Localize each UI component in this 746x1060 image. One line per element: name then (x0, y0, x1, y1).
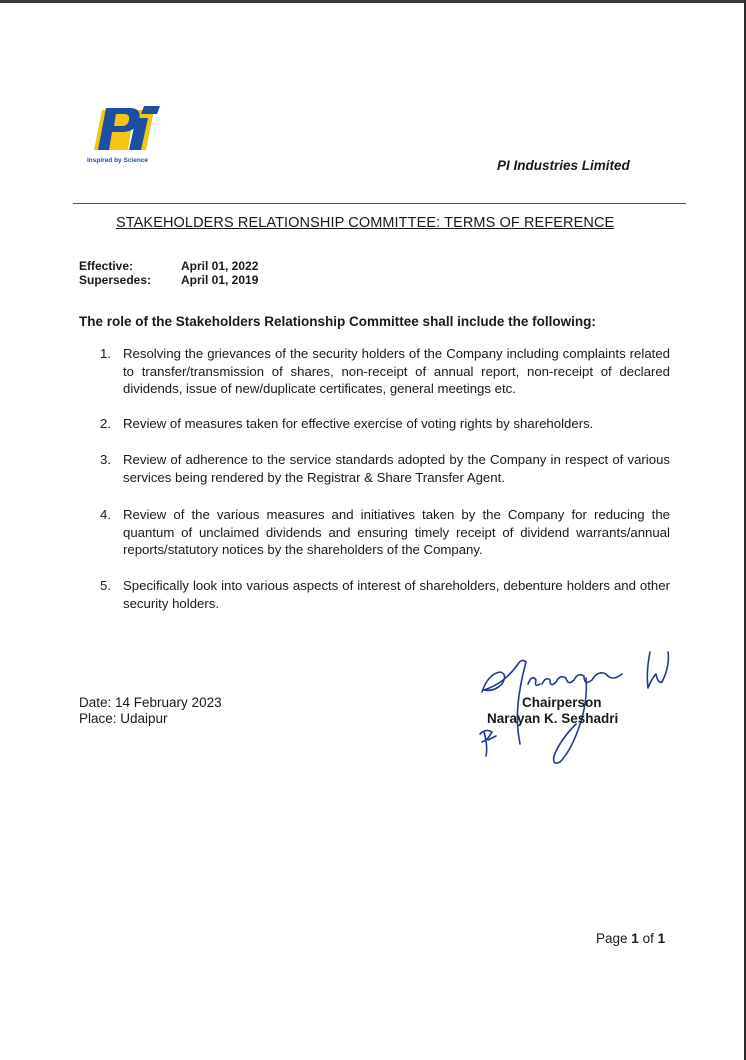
signatory-name: Narayan K. Seshadri (487, 711, 619, 726)
intro-heading: The role of the Stakeholders Relationship Committee shall include the following: (79, 314, 596, 329)
list-item (100, 506, 670, 559)
header-divider (73, 203, 686, 204)
date-line: Date: 14 February 2023 (79, 695, 222, 710)
list-item-text: Review of measures taken for effective exercise of voting rights by shareholders. (123, 416, 594, 431)
list-item-text: Review of the various measures and initiatives taken by the Company for reducing the quantum of unclaimed dividends and ensuring timely receipt of dividend warrants/annual reports/statutory notices by the shareholders of the Company. (123, 507, 670, 557)
list-item-text: Resolving the grievances of the security holders of the Company including complaints related to transfer/transmission of shares, non-receipt of annual report, non-receipt of declared dividends, issue of new/duplicate certificates, general meetings etc. (123, 346, 670, 396)
list-item-number: 1. (100, 346, 111, 361)
logo-tagline: Inspired by Science (87, 157, 149, 164)
page-title: STAKEHOLDERS RELATIONSHIP COMMITTEE: TERMS OF REFERENCE (116, 215, 615, 231)
signatory-designation: Chairperson (522, 695, 602, 710)
list-item-number: 3. (100, 452, 111, 467)
page-label: Page (596, 931, 628, 946)
supersedes-date: April 01, 2019 (181, 273, 259, 287)
list-item-number: 2. (100, 416, 111, 431)
company-name: PI Industries Limited (497, 158, 630, 173)
list-item (100, 451, 670, 486)
place-line: Place: Udaipur (79, 711, 168, 726)
page-of: of (642, 931, 654, 946)
top-edge (0, 0, 746, 3)
supersedes-label: Supersedes: (79, 273, 152, 287)
list-item-number: 5. (100, 578, 111, 593)
list-item-text: Specifically look into various aspects of interest of shareholders, debenture holders and other security holders. (123, 578, 670, 611)
list-item (100, 345, 670, 398)
page-current: 1 (631, 931, 639, 946)
effective-label: Effective: (79, 259, 134, 273)
page-total: 1 (657, 931, 666, 946)
list-item (100, 577, 670, 612)
page-number (596, 931, 665, 946)
effective-date: April 01, 2022 (181, 259, 259, 273)
list-item-number: 4. (100, 507, 111, 522)
list-item-text: Review of adherence to the service standards adopted by the Company in respect of various services being rendered by the Registrar & Share Transfer Agent. (123, 452, 670, 485)
list-item (100, 415, 670, 433)
